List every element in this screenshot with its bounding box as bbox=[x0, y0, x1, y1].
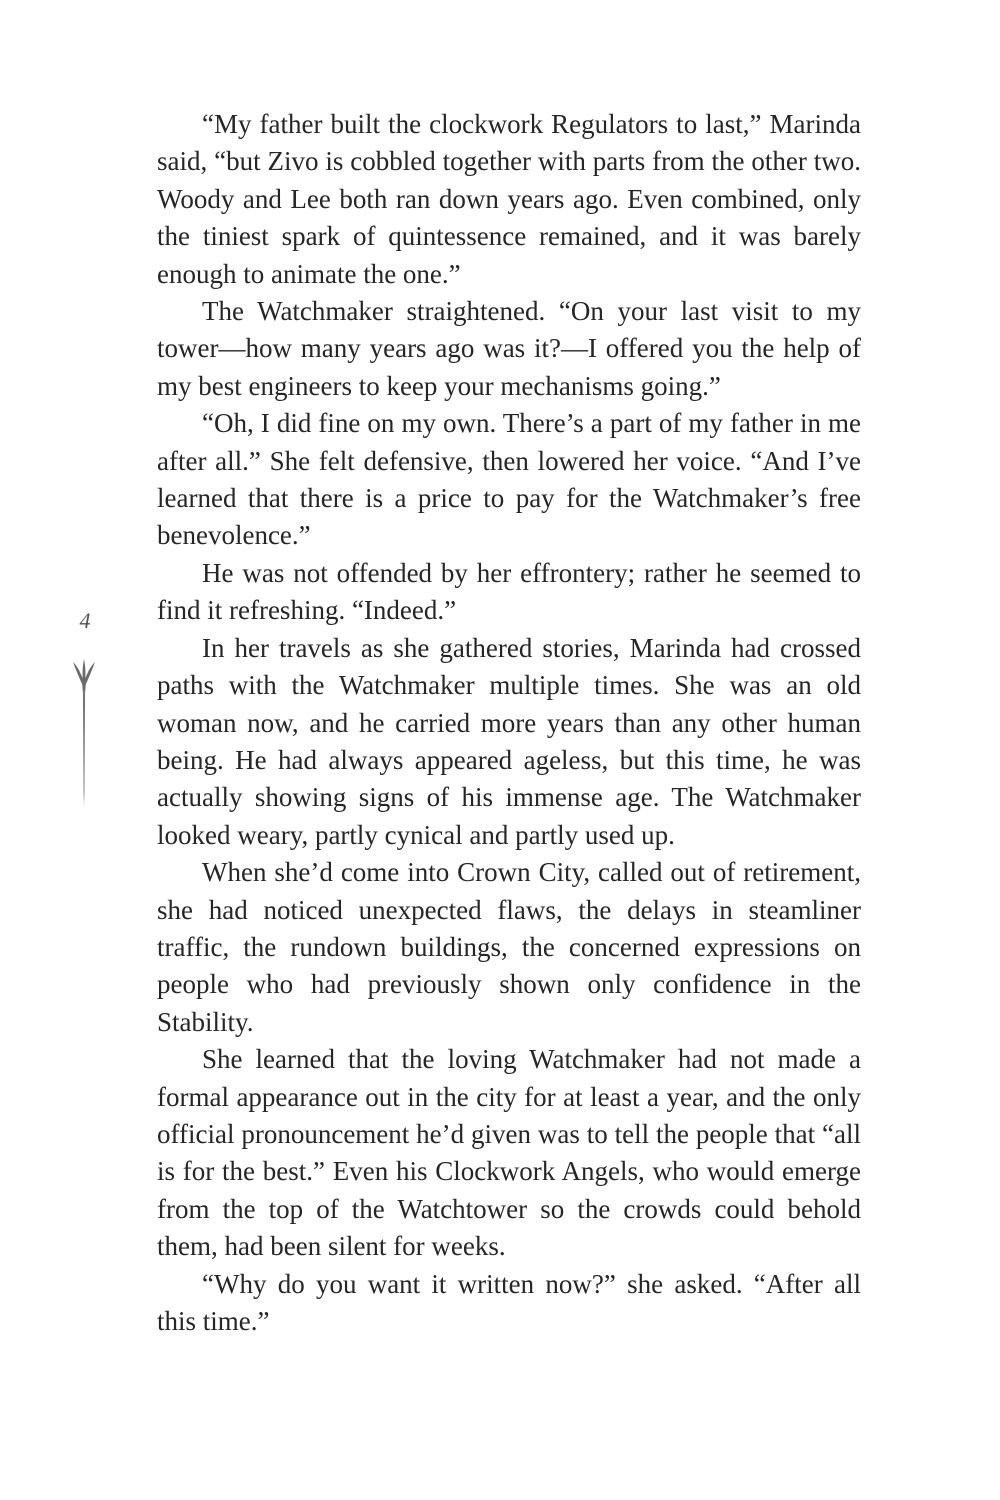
body-text bbox=[157, 106, 861, 1340]
paragraph: “Oh, I did fine on my own. There’s a part of my father in me after all.” She felt defensive, then lowered her voice. “And I’ve learned that there is a price to pay for the Watchmaker’s free benevolence.” bbox=[157, 408, 861, 551]
paragraph: The Watchmaker straightened. “On your last visit to my tower—how many years ago was it?—I offered you the help of my best engineers to keep your mechanisms going.” bbox=[157, 296, 861, 401]
paragraph: He was not offended by her effrontery; rather he seemed to find it refreshing. “Indeed.” bbox=[157, 557, 861, 626]
paragraph: “My father built the clockwork Regulators to last,” Marinda said, “but Zivo is cobbled together with parts from the other two. Woody and Lee both ran down years ago. Even combined, only the tiniest spark of quintessence remained, and it was barely enough to animate the one.” bbox=[157, 109, 861, 289]
paragraph: “Why do you want it written now?” she asked. “After all this time.” bbox=[157, 1268, 861, 1336]
clock-hand-ornament-icon bbox=[71, 659, 97, 809]
paragraph: She learned that the loving Watchmaker had not made a formal appearance out in the city for at least a year, and the only official pronouncement he’d given was to tell the people that “all is for the best.” Even his Clockwork Angels, who would emerge from the top of the Watchtower so the crowds could behold them, had been silent for weeks. bbox=[157, 1044, 861, 1262]
left-margin bbox=[0, 0, 150, 1500]
page-number: 4 bbox=[79, 608, 91, 633]
paragraph: When she’d come into Crown City, called out of retirement, she had noticed unexpected flaws, the delays in steamliner traffic, the rundown buildings, the concerned expressions on people who had previously shown only confidence in the Stability. bbox=[157, 857, 861, 1037]
paragraph: In her travels as she gathered stories, Marinda had crossed paths with the Watchmaker multiple times. She was an old woman now, and he carried more years than any other human being. He had always appeared ageless, but this time, he was actually showing signs of his immense age. The Watchmaker looked weary, partly cynical and partly used up. bbox=[157, 632, 861, 850]
